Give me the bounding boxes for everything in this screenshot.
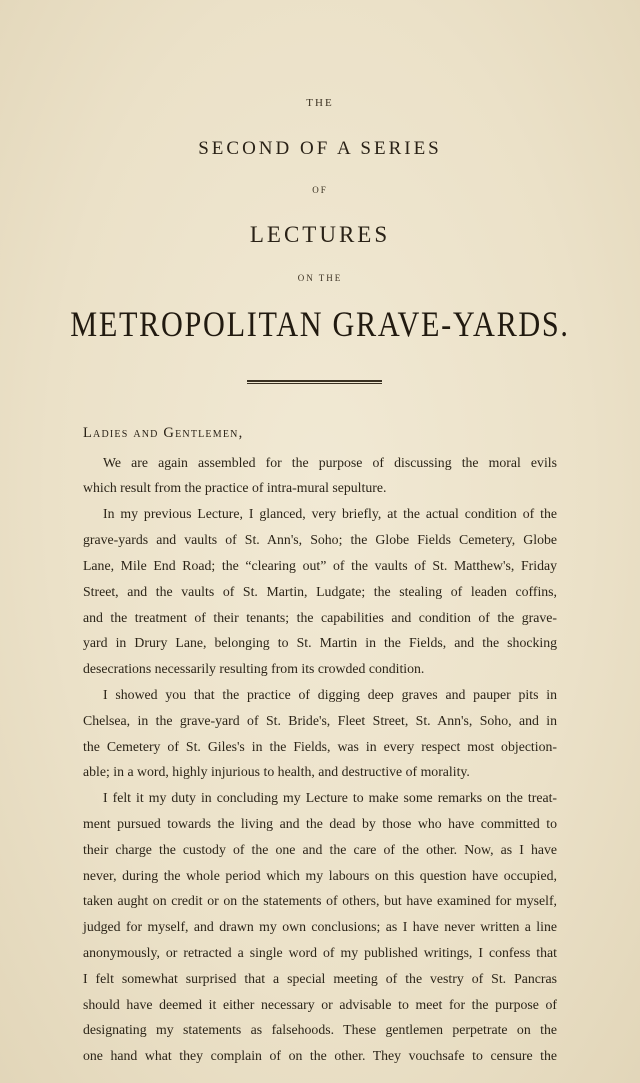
title-of: OF — [312, 185, 328, 195]
title-the: THE — [306, 97, 334, 109]
body-line: never, during the whole period which my labours on this question have occupied, — [83, 868, 557, 883]
body-line: I felt somewhat surprised that a special meeting of the vestry of St. Pancras — [83, 971, 557, 986]
title-metropolitan-grave-yards: METROPOLITAN GRAVE-YARDS. — [70, 304, 570, 344]
body-line: and the treatment of their tenants; the capabilities and condition of the grave- — [83, 610, 557, 625]
salutation: Ladies and Gentlemen, — [83, 425, 244, 441]
body-line: which result from the practice of intra-mural sepulture. — [83, 480, 387, 495]
body-line: one hand what they complain of on the other. They vouchsafe to censure the — [83, 1048, 557, 1063]
body-line: Lane, Mile End Road; the “clearing out” of the vaults of St. Matthew's, Friday — [83, 558, 557, 573]
body-line: designating my statements as falsehoods. These gentlemen perpetrate on the — [83, 1022, 557, 1037]
title-divider-rule — [247, 380, 382, 384]
body-line: able; in a word, highly injurious to health, and destructive of morality. — [83, 764, 470, 779]
body-line: desecrations necessarily resulting from its crowded condition. — [83, 661, 425, 676]
body-line: judged for myself, and drawn my own conclusions; as I have never written a line — [83, 919, 557, 934]
body-line: We are again assembled for the purpose of discussing the moral evils — [103, 455, 557, 470]
body-line: anonymously, or retracted a single word of my published writings, I confess that — [83, 945, 557, 960]
title-second-of-a-series: SECOND OF A SERIES — [198, 138, 442, 159]
body-line: should have deemed it either necessary or advisable to meet for the purpose of — [83, 997, 557, 1012]
body-line: taken aught on credit or on the statements of others, but have examined for myself, — [83, 893, 557, 908]
body-line: ment pursued towards the living and the dead by those who have committed to — [83, 816, 557, 831]
body-line: Chelsea, in the grave-yard of St. Bride's, Fleet Street, St. Ann's, Soho, and in — [83, 713, 557, 728]
body-line: the Cemetery of St. Giles's in the Fields, was in every respect most objection- — [83, 739, 557, 754]
body-line: I showed you that the practice of digging deep graves and pauper pits in — [103, 687, 557, 702]
body-line: Street, and the vaults of St. Martin, Ludgate; the stealing of leaden coffins, — [83, 584, 557, 599]
title-lectures: LECTURES — [249, 222, 391, 247]
body-line: grave-yards and vaults of St. Ann's, Soho; the Globe Fields Cemetery, Globe — [83, 532, 557, 547]
body-line: their charge the custody of the one and the care of the other. Now, as I have — [83, 842, 557, 857]
body-line: In my previous Lecture, I glanced, very briefly, at the actual condition of the — [103, 506, 557, 521]
body-line: I felt it my duty in concluding my Lecture to make some remarks on the treat- — [103, 790, 557, 805]
body-line: yard in Drury Lane, belonging to St. Martin in the Fields, and the shocking — [83, 635, 557, 650]
title-on-the: ON THE — [297, 273, 343, 283]
